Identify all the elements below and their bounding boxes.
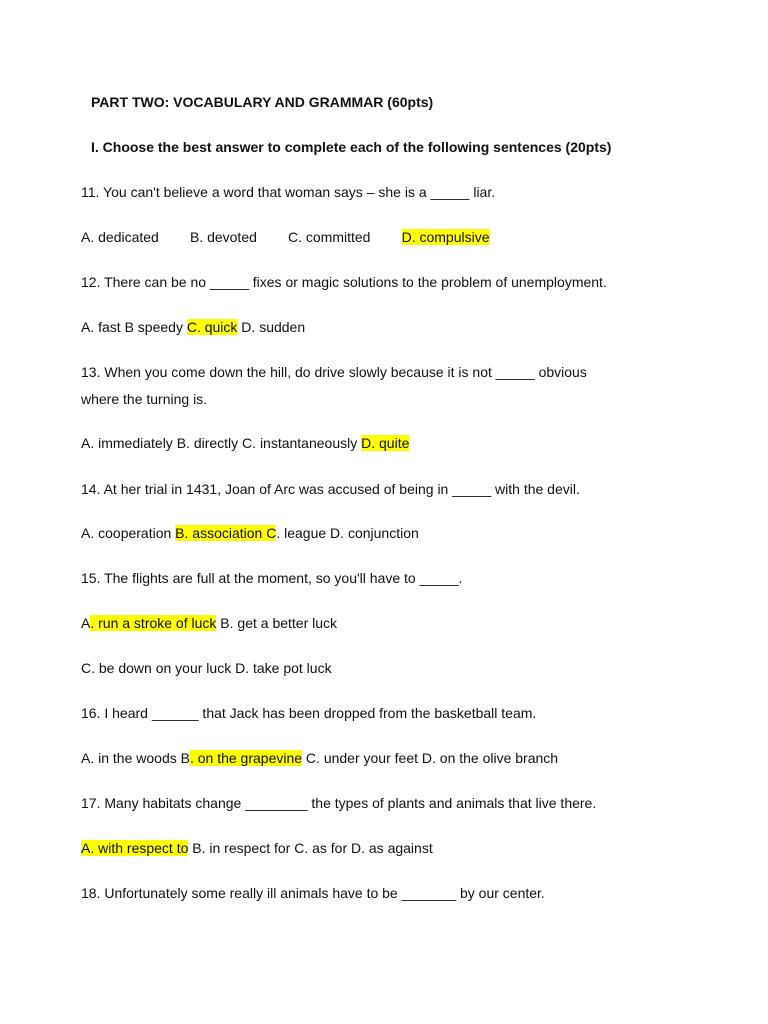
text-segment: D. sudden — [237, 319, 306, 335]
text-segment: 14. At her trial in 1431, Joan of Arc was accused of being in _____ with the devil. — [81, 481, 580, 497]
text-segment: 13. When you come down the hill, do drive slowly because it is not _____ obvious — [81, 364, 587, 380]
text-segment: B. get a better luck — [216, 615, 338, 631]
text-segment: B. in respect for C. as for D. as against — [188, 840, 433, 856]
highlighted-answer: D. quite — [361, 435, 410, 451]
text-segment: A. fast B speedy — [81, 319, 187, 335]
text-segment: A. cooperation — [81, 525, 176, 541]
text-line — [81, 614, 337, 632]
text-segment: A — [81, 615, 91, 631]
text-line — [81, 524, 419, 542]
text-segment: 12. There can be no _____ fixes or magic solutions to the problem of unemployment. — [81, 274, 607, 290]
text-segment: 17. Many habitats change ________ the types of plants and animals that live there. — [81, 795, 597, 811]
text-line — [81, 390, 207, 408]
section-title: I. Choose the best answer to complete each of the following sentences (20pts) — [91, 139, 612, 155]
text-segment: 11. You can't believe a word that woman says – she is a _____ liar. — [81, 184, 496, 200]
part-title: PART TWO: VOCABULARY AND GRAMMAR (60pts) — [91, 94, 434, 110]
highlighted-answer: . run a stroke of luck — [90, 615, 217, 631]
text-segment: A. immediately B. directly C. instantaneously — [81, 435, 362, 451]
text-line — [81, 749, 558, 767]
text-line — [81, 659, 332, 677]
highlighted-answer: C. quick — [186, 319, 238, 335]
text-line — [81, 794, 596, 812]
text-line — [81, 704, 536, 722]
text-line — [81, 839, 433, 857]
text-segment: 18. Unfortunately some really ill animals have to be _______ by our center. — [81, 885, 545, 901]
highlighted-answer: B. association C — [175, 525, 277, 541]
highlighted-answer: D. compulsive — [401, 229, 490, 245]
text-segment: C. be down on your luck D. take pot luck — [81, 660, 332, 676]
text-segment: 16. I heard ______ that Jack has been dropped from the basketball team. — [81, 705, 537, 721]
text-line — [81, 480, 580, 498]
text-segment: 15. The flights are full at the moment, so you'll have to _____. — [81, 570, 463, 586]
text-segment: C. under your feet D. on the olive branch — [302, 750, 559, 766]
highlighted-answer: A. with respect to — [81, 840, 189, 856]
text-line — [81, 273, 607, 291]
text-line — [81, 434, 409, 452]
text-line — [81, 183, 495, 201]
text-line — [81, 363, 587, 381]
text-line — [81, 228, 490, 246]
text-segment: A. dedicated B. devoted C. committed — [81, 229, 402, 245]
text-segment: . league D. conjunction — [276, 525, 419, 541]
text-line — [81, 569, 462, 587]
text-segment: where the turning is. — [81, 391, 208, 407]
text-segment: A. in the woods B — [81, 750, 190, 766]
text-line — [81, 884, 545, 902]
text-line — [81, 318, 305, 336]
highlighted-answer: . on the grapevine — [189, 750, 303, 766]
